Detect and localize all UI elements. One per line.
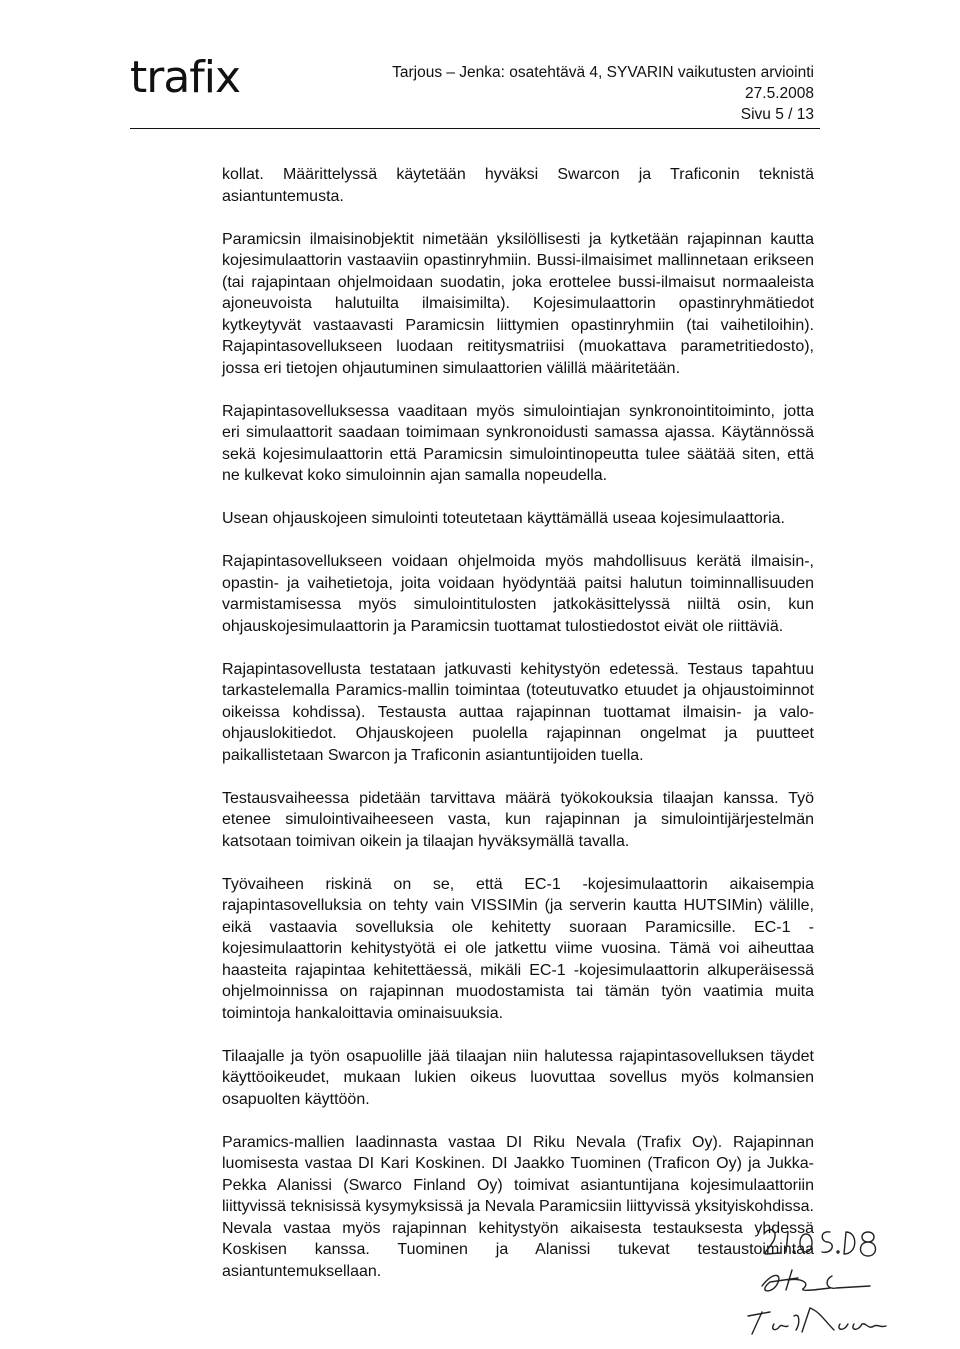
page-number: Sivu 5 / 13 xyxy=(740,106,814,123)
paragraph: Rajapintasovellukseen voidaan ohjelmoida myös mahdollisuus kerätä ilmaisin-, opastin- ja vaihetietoja, joita voidaan hyödyntää paitsi halutun toiminnallisuuden varmistamisessa myös simulointitulosten jatkokäsittelyssä niiltä osin, kun ohjauskojesimulaattorin ja Paramicsin tuottamat tulostiedostot eivät ole riittäviä. xyxy=(222,553,814,635)
handwritten-signature xyxy=(740,1220,940,1340)
paragraph: Rajapintasovelluksessa vaaditaan myös simulointiajan synkronointitoiminto, jotta eri simulaattorit saadaan toimimaan synkronoidusti samassa ajassa. Käytännössä sekä kojesimulaattorin että Paramicsin simulointinopeutta tulee säätää siten, että ne kulkevat koko simuloinnin ajan samalla nopeudella. xyxy=(222,402,814,484)
paragraph: kollat. Määrittelyssä käytetään hyväksi Swarcon ja Traficonin teknistä asiantuntemusta. xyxy=(222,166,814,205)
paragraph: Testausvaiheessa pidetään tarvittava määrä työkokouksia tilaajan kanssa. Työ etenee simulointivaiheeseen vasta, kun rajapinnan ja simulointijärjestelmän katsotaan toimivan oikein ja tilaajan hyväksymällä tavalla. xyxy=(222,789,814,850)
header-rule xyxy=(130,128,820,129)
paragraph: Paramics-mallien laadinnasta vastaa DI Riku Nevala (Trafix Oy). Rajapinnan luomisesta vastaa DI Kari Koskinen. DI Jaakko Tuominen (Traficon Oy) ja Jukka-Pekka Alanissi (Swarco Finland Oy) toimivat asiantuntijana kojesimulaattoriin liittyvissä teknisissä kysymyksissä ja Nevala Paramicsiin liittyvissä yksityiskohdissa. Nevala vastaa myös rajapinnan kehitystyön aikaisesta testauksesta yhdessä Koskisen kanssa. Tuominen ja Alanissi tukevat testaustoimintaa asiantuntemuksellaan. xyxy=(222,1133,814,1280)
document-title: Tarjous – Jenka: osatehtävä 4, SYVARIN vaikutusten arviointi xyxy=(392,64,814,81)
paragraph: Työvaiheen riskinä on se, että EC-1 -kojesimulaattorin aikaisempia rajapintasovelluksia on tehty vain VISSIMin (ja serverin kautta HUTSIMin) välille, eikä vastaavia sovelluksia ole kehitetty suoraan Paramicsille. EC-1 -kojesimulaattorin kehitystyötä ei ole jatkettu viime vuosina. Tämä voi aiheuttaa haasteita rajapintaa kehitettäessä, mikäli EC-1 -kojesimulaattorin alkuperäisessä ohjelmoinnissa on rajapinnan muodostamista tai tämän työn vaatimia muita toimintoja hankaloittavia ominaisuuksia. xyxy=(222,875,814,1022)
signature-drawing xyxy=(740,1220,940,1340)
paragraph: Tilaajalle ja työn osapuolille jää tilaajan niin halutessa rajapintasovelluksen täydet käyttöoikeudet, mukaan lukien oikeus luovuttaa sovellus myös kolmansien osapuolten käyttöön. xyxy=(222,1047,814,1108)
paragraph: Rajapintasovellusta testataan jatkuvasti kehitystyön edetessä. Testaus tapahtuu tarkastelemalla Paramics-mallin toimintaa (toteutuvatko etuudet ja ohjaustoiminnot oikeissa kohdissa). Testausta auttaa rajapinnan tuottamat ilmaisin- ja valo-ohjauslokitiedot. Ohjauskojeen puolella rajapinnan ongelmat ja puutteet paikallistetaan Swarcon ja Traficonin asiantuntijoiden tuella. xyxy=(222,660,814,764)
document-body xyxy=(222,164,814,1304)
page-header xyxy=(392,62,814,125)
company-logo: trafix xyxy=(130,52,241,103)
paragraph: Usean ohjauskojeen simulointi toteutetaan käyttämällä useaa kojesimulaattoria. xyxy=(222,510,785,527)
paragraph: Paramicsin ilmaisinobjektit nimetään yksilöllisesti ja kytketään rajapinnan kautta kojesimulaattorin vastaaviin opastinryhmiin. Bussi-ilmaisimet mallinnetaan erikseen (tai rajapintaan ohjelmoidaan suodatin, joka erottelee bussi-ilmaisut normaaleista ajoneuvoista halutuilta ilmaisimilta). Kojesimulaattorin opastinryhmätiedot kytkeytyvät vastaavasti Paramicsin liittymien opastinryhmiin (tai vaihetiloihin). Rajapintasovellukseen luodaan reititysmatriisi (muokattava parametritiedosto), jossa eri tietojen ohjautuminen simulaattorien välillä määritetään. xyxy=(222,230,814,377)
document-date: 27.5.2008 xyxy=(745,85,814,102)
